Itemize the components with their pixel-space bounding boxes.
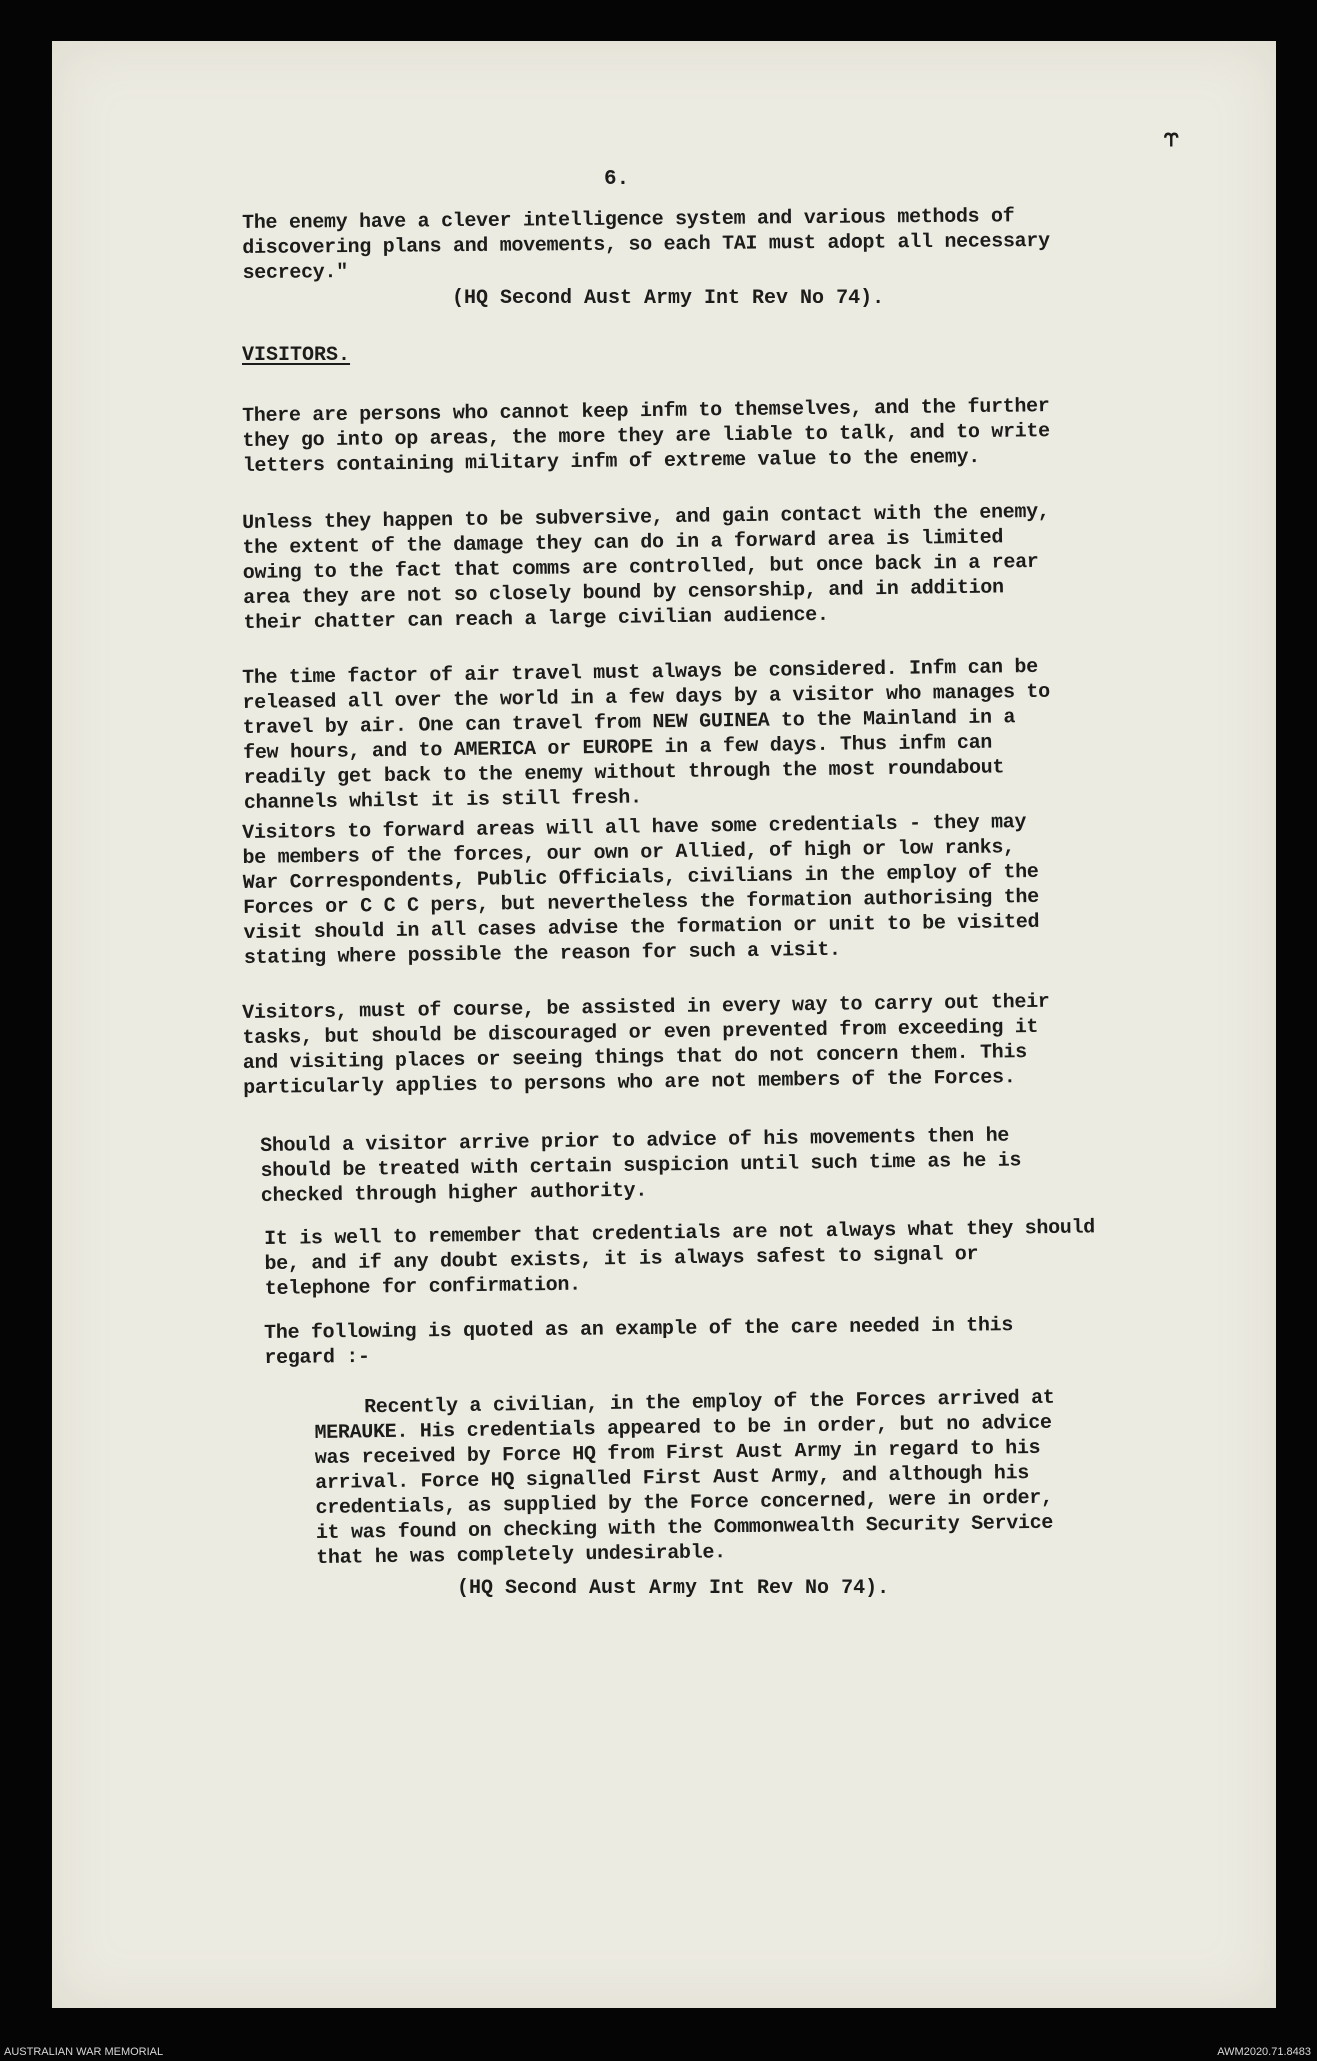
footer-accession-number: AWM2020.71.8483 — [1217, 2046, 1311, 2058]
paragraph-4: Visitors to forward areas will all have some credentials - they may be members of the forces, our own or Allied, of high or low ranks, War Correspondents, Public Officials, civilians in the employ of the Forces or C C C pers, but nevertheless the formation authorising the visit should in all cases advise the formation or unit to be visited stating where possible the reason for such a visit. — [242, 811, 1040, 970]
paragraph-8: The following is quoted as an example of the care needed in this regard :- — [264, 1314, 1014, 1370]
reference-citation-2: (HQ Second Aust Army Int Rev No 74). — [457, 1577, 890, 1600]
quoted-example: Recently a civilian, in the employ of the Forces arrived at MERAUKE. His credentials appeared to be in order, but no advice was received by Force HQ from First Aust Army in regard to his arrival. Force HQ signalled First Aust Army, and although his credentials, as supplied by the Force concerned, were in order, it was found on checking with the Commonwealth Security Service that he was completely undesirable. — [314, 1386, 1055, 1570]
section-heading: VISITORS. — [242, 344, 351, 367]
paragraph-7: It is well to remember that credentials are not always what they should be, and if any doubt exists, it is always safest to signal or telephone for confirmation. — [264, 1216, 1096, 1301]
page-number: 6. — [604, 168, 630, 191]
paragraph-1: There are persons who cannot keep infm to themselves, and the further they go into op areas, the more they are liable to talk, and to write letters containing military infm of extreme value to the enemy. — [242, 395, 1050, 478]
paragraph-6: Should a visitor arrive prior to advice of his movements then he should be treated with certain suspicion until such time as he is checked through higher authority. — [260, 1124, 1022, 1208]
typed-text-area — [52, 41, 1276, 2008]
reference-citation-1: (HQ Second Aust Army Int Rev No 74). — [452, 287, 885, 310]
footer-institution: AUSTRALIAN WAR MEMORIAL — [4, 2046, 164, 2058]
paragraph-2: Unless they happen to be subversive, and gain contact with the enemy, the extent of the damage they can do in a forward area is limited owing to the fact that comms are controlled, but once back in a rear area they are not so closely bound by censorship, and in addition their chatter can reach a large civilian audience. — [242, 500, 1050, 635]
document-page — [52, 41, 1276, 2008]
paragraph-3: The time factor of air travel must always be considered. Infm can be released all over the world in a few days by a visitor who manages to travel by air. One can travel from NEW GUINEA to the Mainland in a few hours, and to AMERICA or EUROPE in a few days. Thus infm can readily get back to the enemy without through the most roundabout channels whilst it is still fresh. — [242, 655, 1051, 815]
paragraph-5: Visitors, must of course, be assisted in every way to carry out their tasks, but should be discouraged or even prevented from exceeding it and visiting places or seeing things that do not concern them. This particularly applies to persons who are not members of the Forces. — [242, 990, 1050, 1100]
handwritten-mark: ⥼ — [1156, 132, 1187, 147]
intro-paragraph: The enemy have a clever intelligence system and various methods of discovering plans and movements, so each TAI must adopt all necessary secrecy." — [242, 205, 1050, 285]
